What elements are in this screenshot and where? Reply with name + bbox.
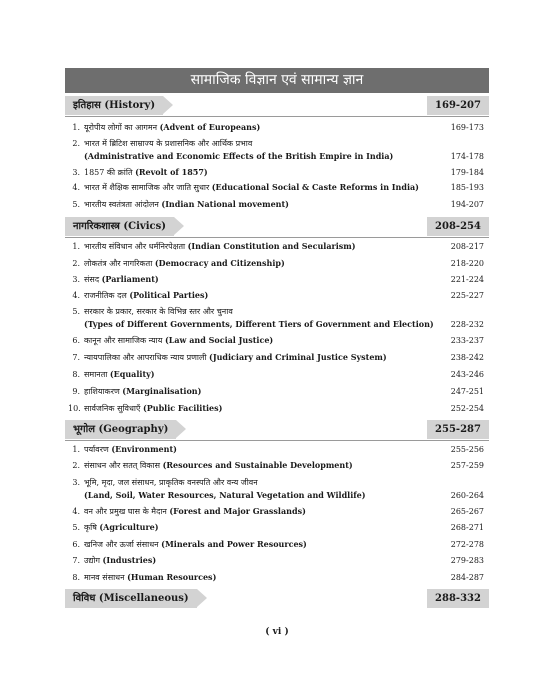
entry-title: खनिज और ऊर्जा संसाधन (Minerals and Power Resources) — [84, 539, 307, 549]
page-number-footer: ( vi ) — [265, 627, 289, 637]
entry-title: भारत में शैक्षिक सामाजिक और जाति सुधार (Educational Social & Caste Reforms in India) — [84, 182, 419, 192]
entry-number: 7. — [72, 556, 80, 565]
entry-title: संसाधन और सतत् विकास (Resources and Sustainable Development) — [84, 460, 353, 470]
entry-title: सरकार के प्रकार, सरकार के विभिन्न स्तर और चुनाव — [84, 307, 233, 316]
entry-title: भारत में ब्रिटिश साम्राज्य के प्रशासनिक और आर्थिक प्रभाव — [84, 139, 253, 148]
entry-title: भूमि, मृदा, जल संसाधन, प्राकृतिक वनस्पति और वन्य जीवन — [84, 478, 258, 487]
entry-number: 4. — [72, 183, 80, 192]
entry-number: 6. — [72, 540, 80, 549]
entry-pages: 272-278 — [450, 540, 484, 549]
section-header-civics — [65, 217, 489, 236]
page-banner-title: सामाजिक विज्ञान एवं सामान्य ज्ञान — [65, 68, 489, 93]
section-title: भूगोल (Geography) — [65, 420, 176, 439]
entry-pages: 174-178 — [450, 152, 484, 161]
entry-number: 2. — [72, 139, 80, 148]
entry-pages: 208-217 — [450, 242, 484, 251]
entry-title: राजनीतिक दल (Political Parties) — [84, 290, 209, 300]
entry-title-line2: (Types of Different Governments, Different Tiers of Government and Election) — [84, 319, 434, 329]
entry-title-line2: (Land, Soil, Water Resources, Natural Vegetation and Wildlife) — [84, 490, 366, 500]
entry-title-line2: (Administrative and Economic Effects of the British Empire in India) — [84, 151, 394, 161]
entry-pages: 228-232 — [450, 320, 484, 329]
entry-pages: 265-267 — [450, 507, 484, 516]
entry-title: कानून और सामाजिक न्याय (Law and Social Justice) — [84, 335, 274, 345]
entry-pages: 169-173 — [450, 123, 484, 132]
entry-number: 6. — [72, 336, 80, 345]
entry-pages: 221-224 — [450, 275, 484, 284]
entry-title: यूरोपीय लोगों का आगमन (Advent of Europeans) — [84, 122, 261, 132]
entry-number: 4. — [72, 507, 80, 516]
entry-number: 8. — [72, 573, 80, 582]
entry-pages: 252-254 — [450, 404, 484, 413]
entry-title: सार्वजनिक सुविधाएँ (Public Facilities) — [84, 403, 223, 413]
entry-pages: 243-246 — [450, 370, 484, 379]
entry-pages: 225-227 — [450, 291, 484, 300]
entry-number: 1. — [72, 123, 80, 132]
entry-pages: 284-287 — [450, 573, 484, 582]
entry-title: संसद (Parliament) — [84, 274, 159, 284]
section-title: नागरिकशास्त्र (Civics) — [65, 217, 174, 236]
entry-pages: 233-237 — [450, 336, 484, 345]
entry-title: उद्योग (Industries) — [84, 555, 157, 565]
entry-number: 3. — [72, 168, 80, 177]
entry-pages: 257-259 — [450, 461, 484, 470]
entry-number: 7. — [72, 353, 80, 362]
entry-title: वन और प्रमुख घास के मैदान (Forest and Major Grasslands) — [84, 506, 306, 516]
entry-pages: 255-256 — [450, 445, 484, 454]
entry-number: 2. — [72, 461, 80, 470]
entry-number: 8. — [72, 370, 80, 379]
entry-pages: 238-242 — [450, 353, 484, 362]
section-header-geography — [65, 420, 489, 439]
section-header-miscellaneous — [65, 589, 489, 608]
section-page-range: 169-207 — [427, 96, 489, 115]
entry-number: 10. — [68, 404, 81, 413]
entry-pages: 279-283 — [450, 556, 484, 565]
section-header-history — [65, 96, 489, 115]
entry-title: हाशियाकरण (Marginalisation) — [84, 386, 202, 396]
entry-number: 9. — [72, 387, 80, 396]
entry-title: भारतीय स्वतंत्रता आंदोलन (Indian National movement) — [84, 199, 289, 209]
entry-number: 5. — [72, 307, 80, 316]
entry-number: 3. — [72, 478, 80, 487]
entry-number: 5. — [72, 523, 80, 532]
entry-pages: 268-271 — [450, 523, 484, 532]
entry-pages: 218-220 — [450, 259, 484, 268]
section-page-range: 255-287 — [427, 420, 489, 439]
entry-title: समानता (Equality) — [84, 369, 155, 379]
section-divider — [65, 237, 489, 238]
entry-title: पर्यावरण (Environment) — [84, 444, 177, 454]
entry-number: 2. — [72, 259, 80, 268]
entry-title: न्यायपालिका और आपराधिक न्याय प्रणाली (Judiciary and Criminal Justice System) — [84, 352, 387, 362]
entry-pages: 179-184 — [450, 168, 484, 177]
entry-number: 1. — [72, 445, 80, 454]
section-page-range: 208-254 — [427, 217, 489, 236]
entry-title: मानव संसाधन (Human Resources) — [84, 572, 217, 582]
entry-title: भारतीय संविधान और धर्मनिरपेक्षता (Indian Constitution and Secularism) — [84, 241, 356, 251]
entry-number: 4. — [72, 291, 80, 300]
entry-title: 1857 की क्रांति (Revolt of 1857) — [84, 167, 208, 177]
section-title: इतिहास (History) — [65, 96, 163, 115]
entry-number: 5. — [72, 200, 80, 209]
entry-pages: 247-251 — [450, 387, 484, 396]
entry-pages: 260-264 — [450, 491, 484, 500]
section-title: विविध (Miscellaneous) — [65, 589, 197, 608]
entry-pages: 194-207 — [450, 200, 484, 209]
entry-number: 3. — [72, 275, 80, 284]
entry-pages: 185-193 — [450, 183, 484, 192]
entry-title: कृषि (Agriculture) — [84, 522, 159, 532]
section-page-range: 288-332 — [427, 589, 489, 608]
section-divider — [65, 116, 489, 117]
entry-title: लोकतंत्र और नागरिकता (Democracy and Citizenship) — [84, 258, 285, 268]
section-divider — [65, 440, 489, 441]
entry-number: 1. — [72, 242, 80, 251]
